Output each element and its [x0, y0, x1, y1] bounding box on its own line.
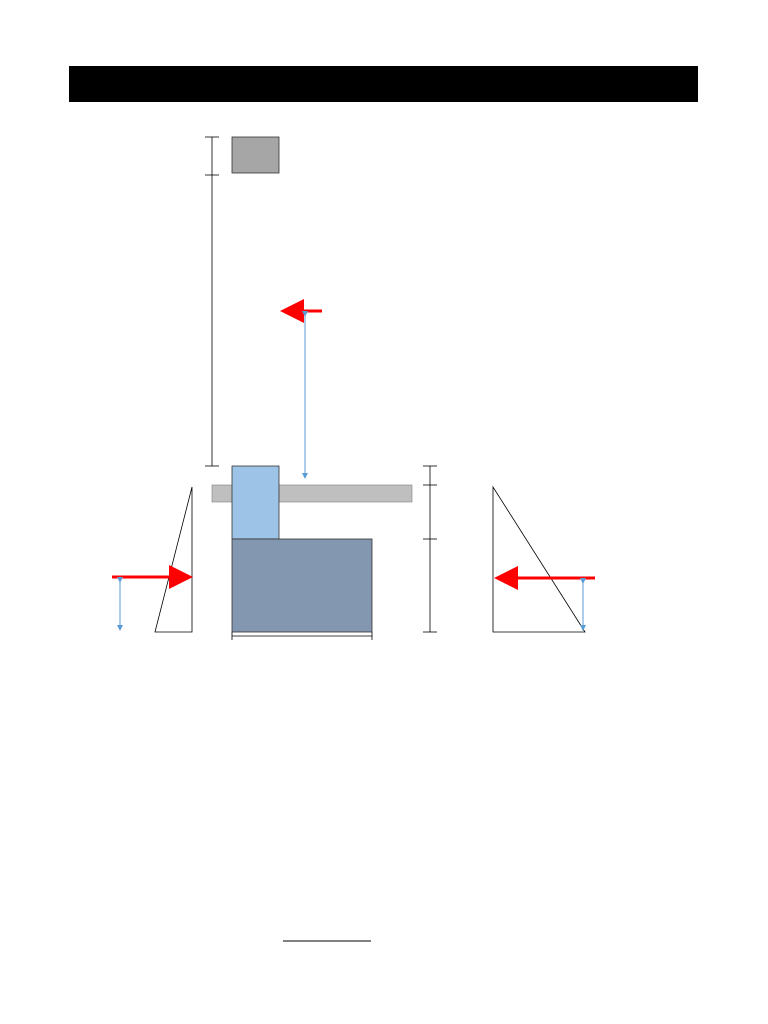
- active-pressure-triangle: [493, 487, 585, 632]
- sobrecimiento: [232, 466, 279, 539]
- viga-solera: [232, 137, 279, 173]
- passive-pressure-triangle: [155, 487, 192, 632]
- cimiento: [232, 539, 372, 632]
